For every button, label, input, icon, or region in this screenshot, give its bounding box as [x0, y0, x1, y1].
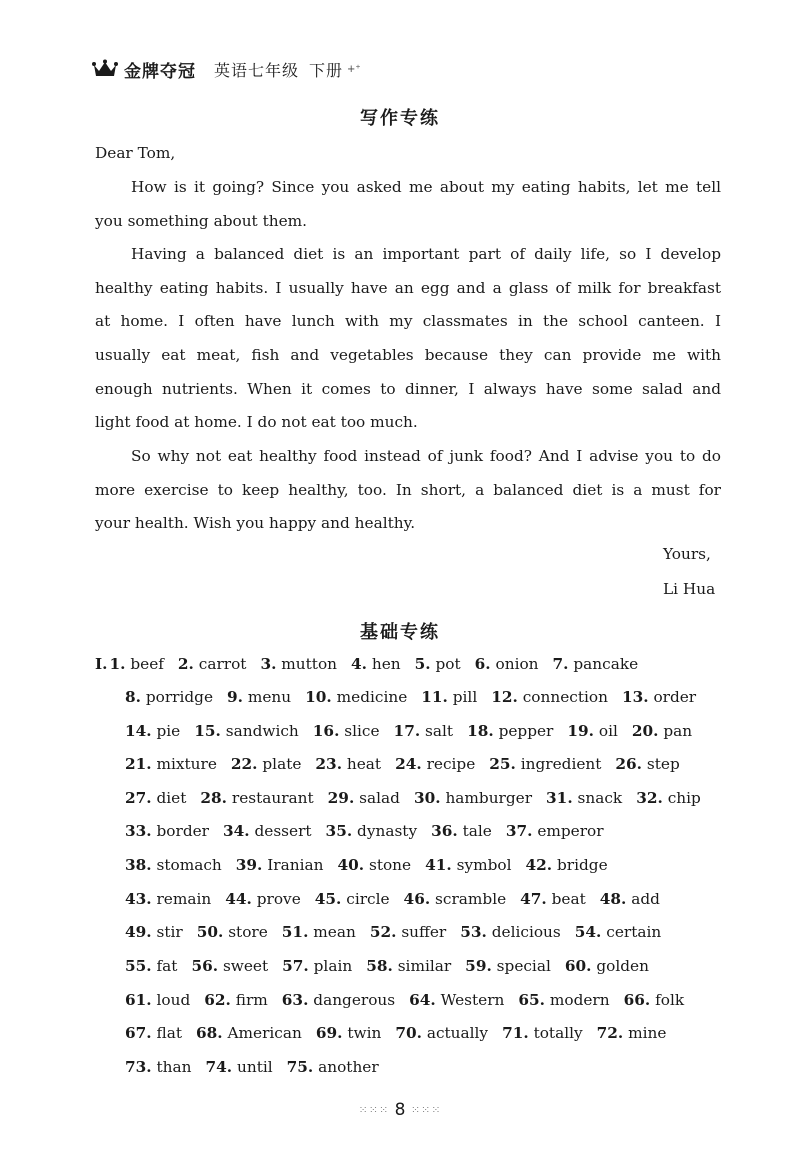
vocab-item	[415, 655, 461, 673]
vocab-item	[491, 688, 608, 706]
vocab-word: Western	[440, 991, 505, 1009]
vocab-number: 75.	[286, 1058, 314, 1076]
vocab-item	[125, 957, 177, 975]
vocab-number: 74.	[205, 1058, 233, 1076]
vocab-item	[125, 722, 180, 740]
vocab-number: 1.	[109, 655, 126, 673]
vocab-number: 3.	[260, 655, 277, 673]
vocab-item	[615, 755, 679, 773]
vocab-number: 65.	[518, 991, 545, 1009]
letter-line: enough nutrients. When it comes to dinner, I always have some salad and	[95, 380, 721, 398]
vocab-item	[414, 789, 532, 807]
vocab-number: 57.	[282, 957, 309, 975]
vocab-word: beef	[130, 655, 164, 673]
vocab-number: 4.	[351, 655, 367, 673]
vocab-item	[409, 991, 504, 1009]
vocab-number: 71.	[502, 1024, 529, 1042]
right-dot-decoration: ⁙⁙⁙	[410, 1103, 442, 1117]
vocab-number: 59.	[465, 957, 492, 975]
vocab-number: 39.	[235, 856, 263, 874]
vocab-word: stomach	[156, 856, 222, 874]
vocab-word: pepper	[498, 722, 554, 740]
vocab-word: dessert	[254, 822, 312, 840]
vocab-number: 67.	[125, 1024, 152, 1042]
vocab-word: pot	[435, 655, 461, 673]
writing-section-title: 写作专练	[360, 108, 440, 129]
vocab-item	[200, 789, 313, 807]
vocab-item	[282, 957, 352, 975]
vocab-item	[351, 655, 401, 673]
vocab-number: 63.	[281, 991, 309, 1009]
basics-section-title: 基础专练	[360, 622, 440, 643]
vocab-word: prove	[256, 890, 301, 908]
vocab-number: 26.	[615, 755, 643, 773]
vocab-item	[526, 856, 608, 874]
vocab-word: stir	[156, 923, 183, 941]
vocab-word: pancake	[573, 655, 639, 673]
vocab-word: connection	[522, 688, 608, 706]
vocab-word: diet	[156, 789, 187, 807]
letter-signature: Li Hua	[663, 580, 716, 598]
vocab-number: 55.	[125, 957, 152, 975]
vocab-number: 14.	[125, 722, 152, 740]
vocab-item	[546, 789, 622, 807]
vocab-item	[223, 822, 312, 840]
vocab-word: emperor	[537, 822, 604, 840]
letter-line: your health. Wish you happy and healthy.	[95, 514, 416, 532]
vocab-number: 70.	[395, 1024, 422, 1042]
vocab-item	[287, 1058, 379, 1076]
vocab-number: 27.	[125, 789, 152, 807]
vocab-number: 6.	[474, 655, 491, 673]
vocab-number: 10.	[305, 688, 332, 706]
vocab-item	[305, 688, 407, 706]
vocab-row	[95, 655, 652, 673]
vocab-item	[194, 722, 299, 740]
vocab-row	[125, 822, 618, 840]
vocab-number: 62.	[204, 991, 231, 1009]
vocab-item	[465, 957, 551, 975]
section-numeral: Ⅰ.	[95, 655, 108, 673]
vocab-number: 44.	[225, 890, 252, 908]
vocab-word: tale	[462, 822, 492, 840]
vocab-number: 68.	[195, 1024, 223, 1042]
vocab-word: another	[318, 1058, 379, 1076]
vocab-word: symbol	[456, 856, 512, 874]
vocab-item	[518, 991, 609, 1009]
vocab-item	[125, 822, 209, 840]
vocab-word: store	[228, 923, 268, 941]
vocab-item	[178, 655, 247, 673]
letter-line: healthy eating habits. I usually have an egg and a glass of milk for breakfast	[95, 279, 721, 297]
vocab-number: 48.	[599, 890, 627, 908]
left-dot-decoration: ⁙⁙⁙	[358, 1103, 390, 1117]
vocab-number: 47.	[520, 890, 547, 908]
vocab-number: 21.	[125, 755, 152, 773]
vocab-word: plain	[313, 957, 353, 975]
vocab-row	[125, 957, 663, 975]
letter-line: So why not eat healthy food instead of junk food? And I advise you to do	[131, 447, 721, 465]
letter-line: more exercise to keep healthy, too. In short, a balanced diet is a must for	[95, 481, 721, 499]
vocab-word: circle	[346, 890, 390, 908]
vocab-item	[282, 991, 395, 1009]
vocab-word: remain	[156, 890, 212, 908]
vocab-word: border	[156, 822, 209, 840]
vocab-item	[404, 890, 507, 908]
letter-greeting: Dear Tom,	[95, 144, 176, 162]
vocab-item	[315, 755, 381, 773]
vocab-number: 64.	[409, 991, 436, 1009]
vocab-number: 45.	[314, 890, 342, 908]
vocab-item	[475, 655, 539, 673]
vocab-item	[282, 923, 356, 941]
vocab-word: suffer	[401, 923, 447, 941]
vocab-word: delicious	[491, 923, 561, 941]
vocab-number: 72.	[596, 1024, 624, 1042]
vocab-word: carrot	[198, 655, 247, 673]
vocab-word: ingredient	[520, 755, 602, 773]
subject-label: 英语七年级	[214, 60, 300, 80]
vocab-number: 41.	[425, 856, 452, 874]
vocab-number: 49.	[125, 923, 152, 941]
volume-label: 下册	[309, 60, 344, 80]
vocab-number: 5.	[414, 655, 431, 673]
vocab-item	[502, 1024, 583, 1042]
vocab-word: until	[236, 1058, 273, 1076]
vocab-number: 22.	[230, 755, 258, 773]
vocab-word: bridge	[557, 856, 608, 874]
vocab-number: 23.	[315, 755, 343, 773]
vocab-word: than	[156, 1058, 192, 1076]
vocab-item	[370, 923, 446, 941]
crown-icon	[92, 59, 118, 79]
vocab-item	[636, 789, 701, 807]
vocab-number: 51.	[281, 923, 309, 941]
letter-closing: Yours,	[663, 545, 711, 563]
vocab-word: certain	[606, 923, 662, 941]
vocab-number: 19.	[567, 722, 594, 740]
vocab-row	[125, 991, 698, 1009]
vocab-item	[395, 755, 475, 773]
vocab-word: heat	[346, 755, 382, 773]
vocab-item	[196, 1024, 302, 1042]
vocab-number: 7.	[552, 655, 569, 673]
vocab-word: order	[653, 688, 697, 706]
vocab-row	[125, 1024, 680, 1042]
vocab-word: pill	[452, 688, 478, 706]
vocab-item	[125, 1024, 182, 1042]
vocab-number: 38.	[125, 856, 152, 874]
vocab-number: 8.	[125, 688, 141, 706]
vocab-item	[231, 755, 302, 773]
vocab-row	[125, 1058, 393, 1076]
vocab-number: 24.	[395, 755, 422, 773]
vocab-item	[431, 822, 492, 840]
vocab-word: hen	[371, 655, 401, 673]
vocab-item	[395, 1024, 488, 1042]
sparkle-decoration: +⁺	[347, 63, 361, 75]
vocab-number: 52.	[369, 923, 397, 941]
vocab-item	[328, 789, 400, 807]
vocab-number: 73.	[125, 1058, 152, 1076]
vocab-word: American	[227, 1024, 302, 1042]
letter-line: usually eat meat, fish and vegetables because they can provide me with	[95, 346, 721, 364]
vocab-word: porridge	[145, 688, 214, 706]
vocab-item	[632, 722, 692, 740]
vocab-word: dangerous	[313, 991, 396, 1009]
vocab-number: 69.	[315, 1024, 343, 1042]
vocab-item	[624, 991, 685, 1009]
vocab-number: 54.	[574, 923, 602, 941]
vocab-item	[565, 957, 649, 975]
vocab-row	[125, 755, 694, 773]
vocab-word: folk	[655, 991, 685, 1009]
page-header	[92, 54, 361, 84]
vocab-word: loud	[156, 991, 191, 1009]
vocab-number: 42.	[525, 856, 553, 874]
vocab-item	[467, 722, 553, 740]
vocab-number: 50.	[196, 923, 224, 941]
letter-line: light food at home. I do not eat too much.	[95, 413, 418, 431]
vocab-number: 17.	[393, 722, 421, 740]
vocab-word: dynasty	[357, 822, 418, 840]
vocab-word: chip	[667, 789, 701, 807]
vocab-number: 58.	[366, 957, 393, 975]
vocab-word: special	[496, 957, 551, 975]
vocab-word: golden	[596, 957, 649, 975]
vocab-item	[506, 822, 604, 840]
vocab-word: menu	[247, 688, 292, 706]
vocab-number: 20.	[631, 722, 659, 740]
vocab-item	[326, 822, 418, 840]
vocab-word: actually	[426, 1024, 489, 1042]
vocab-item	[125, 755, 217, 773]
vocab-word: sweet	[222, 957, 269, 975]
vocab-number: 61.	[125, 991, 152, 1009]
vocab-item	[553, 655, 639, 673]
vocab-item	[366, 957, 451, 975]
vocab-item	[597, 1024, 667, 1042]
vocab-row	[125, 856, 622, 874]
vocab-row	[125, 789, 715, 807]
vocab-number: 9.	[227, 688, 243, 706]
vocab-word: hamburger	[445, 789, 533, 807]
vocab-item	[225, 890, 301, 908]
vocab-number: 15.	[194, 722, 221, 740]
vocab-number: 18.	[467, 722, 494, 740]
vocab-item	[489, 755, 601, 773]
page-number: 8	[394, 1100, 406, 1120]
letter-line: Having a balanced diet is an important part of daily life, so I develop	[131, 245, 721, 263]
brand-name: 金牌夺冠	[124, 61, 196, 82]
vocab-word: totally	[533, 1024, 583, 1042]
vocab-item	[337, 856, 411, 874]
vocab-word: salt	[425, 722, 454, 740]
vocab-row	[125, 890, 674, 908]
vocab-item	[227, 688, 291, 706]
vocab-item	[125, 923, 183, 941]
vocab-item	[125, 789, 186, 807]
vocab-number: 37.	[505, 822, 533, 840]
vocab-item	[125, 688, 213, 706]
vocab-item	[260, 655, 337, 673]
vocab-word: modern	[549, 991, 610, 1009]
vocab-number: 13.	[621, 688, 649, 706]
vocab-word: salad	[359, 789, 400, 807]
letter-line: you something about them.	[95, 212, 307, 230]
vocab-number: 53.	[460, 923, 487, 941]
vocab-item	[315, 890, 390, 908]
vocab-number: 40.	[337, 856, 365, 874]
vocab-item	[125, 856, 222, 874]
vocab-number: 29.	[327, 789, 355, 807]
vocab-number: 60.	[564, 957, 592, 975]
vocab-number: 35.	[325, 822, 353, 840]
vocab-word: restaurant	[231, 789, 314, 807]
vocab-word: mine	[628, 1024, 667, 1042]
vocab-item	[425, 856, 511, 874]
vocab-word: beat	[551, 890, 586, 908]
vocab-row	[125, 923, 675, 941]
vocab-item	[394, 722, 454, 740]
vocab-word: flat	[156, 1024, 182, 1042]
vocab-word: fat	[156, 957, 178, 975]
vocab-word: mean	[313, 923, 356, 941]
vocab-item	[191, 957, 268, 975]
vocab-word: sandwich	[225, 722, 299, 740]
vocab-item	[125, 890, 211, 908]
vocab-word: oil	[598, 722, 618, 740]
vocab-number: 2.	[177, 655, 194, 673]
vocab-item	[236, 856, 324, 874]
vocab-word: slice	[344, 722, 380, 740]
vocab-number: 32.	[636, 789, 663, 807]
vocab-word: firm	[235, 991, 268, 1009]
vocab-row	[125, 688, 710, 706]
vocab-word: mutton	[281, 655, 338, 673]
vocab-number: 34.	[222, 822, 250, 840]
vocab-word: onion	[495, 655, 539, 673]
vocab-item	[567, 722, 618, 740]
vocab-item	[125, 991, 190, 1009]
vocab-number: 12.	[491, 688, 518, 706]
vocab-word: similar	[397, 957, 452, 975]
page-footer	[0, 1100, 800, 1120]
vocab-item	[205, 1058, 272, 1076]
vocab-item	[421, 688, 477, 706]
vocab-number: 30.	[413, 789, 441, 807]
vocab-row	[125, 722, 706, 740]
vocab-item	[204, 991, 268, 1009]
vocab-item	[125, 1058, 191, 1076]
vocab-word: pie	[156, 722, 181, 740]
vocab-word: add	[631, 890, 660, 908]
vocab-word: snack	[577, 789, 623, 807]
vocab-number: 11.	[421, 688, 448, 706]
vocab-item	[460, 923, 561, 941]
vocab-number: 36.	[431, 822, 458, 840]
vocab-number: 66.	[623, 991, 651, 1009]
letter-line: How is it going? Since you asked me about my eating habits, let me tell	[131, 178, 721, 196]
vocab-item	[622, 688, 696, 706]
vocab-item	[197, 923, 268, 941]
vocab-word: mixture	[156, 755, 217, 773]
vocab-word: plate	[262, 755, 302, 773]
vocab-number: 46.	[403, 890, 431, 908]
vocab-item	[316, 1024, 382, 1042]
vocab-word: scramble	[435, 890, 507, 908]
vocab-word: step	[646, 755, 680, 773]
vocab-word: Iranian	[267, 856, 324, 874]
vocab-word: pan	[663, 722, 693, 740]
vocab-number: 31.	[546, 789, 573, 807]
vocab-item	[109, 655, 163, 673]
vocab-number: 56.	[191, 957, 219, 975]
vocab-item	[575, 923, 661, 941]
vocab-word: twin	[347, 1024, 382, 1042]
vocab-number: 28.	[200, 789, 228, 807]
vocab-word: recipe	[426, 755, 476, 773]
vocab-number: 33.	[125, 822, 152, 840]
letter-line: at home. I often have lunch with my classmates in the school canteen. I	[95, 312, 721, 330]
vocab-word: stone	[368, 856, 412, 874]
vocab-number: 25.	[489, 755, 516, 773]
vocab-item	[313, 722, 380, 740]
vocab-item	[520, 890, 586, 908]
vocab-number: 43.	[125, 890, 152, 908]
vocab-item	[600, 890, 660, 908]
vocab-number: 16.	[312, 722, 340, 740]
vocab-word: medicine	[336, 688, 408, 706]
